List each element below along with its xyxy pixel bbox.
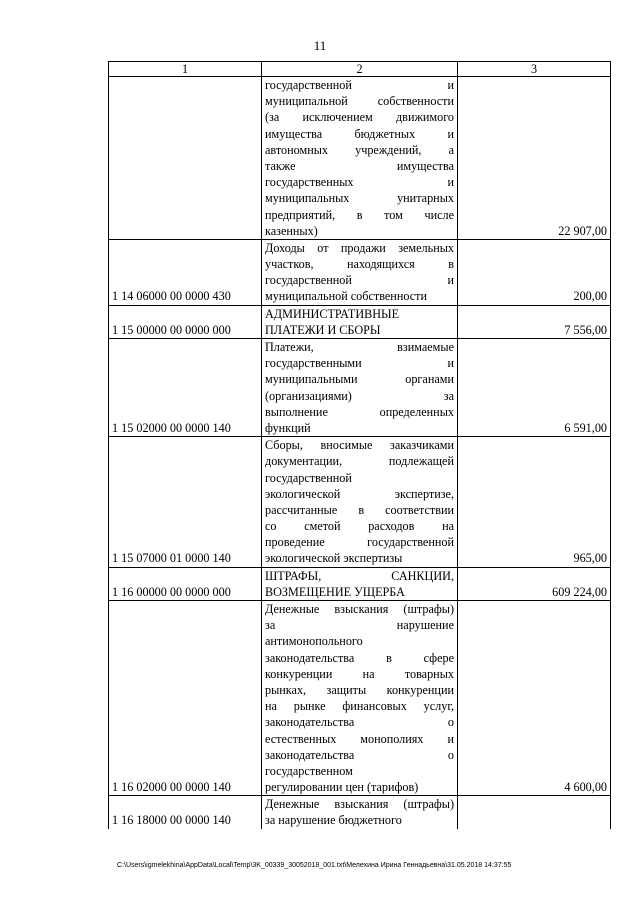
revenue-name-line: также имущества: [265, 158, 454, 173]
revenue-name-line: Платежи, взимаемые: [265, 340, 454, 354]
budget-code: 1 16 00000 00 0000 000: [109, 567, 262, 600]
revenue-name-line: муниципальными органами: [265, 372, 454, 387]
revenue-name: [262, 796, 458, 829]
revenue-name-line: естественных монополиях и: [265, 731, 454, 746]
revenue-name-line: рынках, защиты конкуренции: [265, 682, 454, 697]
revenue-name-line: со сметой расходов на: [265, 519, 454, 534]
revenue-name-line: муниципальной собственности: [265, 289, 427, 304]
revenue-name-line: АДМИНИСТРАТИВНЫЕ: [265, 306, 400, 321]
budget-table: [108, 61, 611, 829]
revenue-name-line: Сборы, вносимые заказчиками: [265, 438, 454, 453]
revenue-name-line: государственной и: [265, 78, 454, 92]
revenue-name-line: за нарушение бюджетного: [265, 813, 402, 828]
revenue-name-line: ПЛАТЕЖИ И СБОРЫ: [265, 322, 381, 337]
table-row: [109, 339, 611, 437]
revenue-name-line: законодательства о: [265, 715, 454, 730]
revenue-name-line: муниципальных унитарных: [265, 191, 454, 206]
revenue-name: [262, 339, 458, 437]
revenue-name-line: (за исключением движимого: [265, 110, 454, 125]
table-header-row: [109, 62, 611, 77]
revenue-name-line: экологической экспертизы: [265, 551, 403, 566]
revenue-name-line: ШТРАФЫ, САНКЦИИ,: [265, 568, 454, 583]
table-row: [109, 77, 611, 240]
file-path-footer: C:\Users\igmelekhina\AppData\Local\Temp\3K_00339_30052018_001.txt\Мелехина Ирина Геннадьевна\31.05.2018 14:37:55: [117, 862, 512, 869]
table-row: [109, 305, 611, 338]
amount-value: 609 224,00: [458, 567, 611, 600]
table-row: [109, 567, 611, 600]
revenue-name-line: автономных учреждений, а: [265, 142, 454, 157]
revenue-name-line: государственных и: [265, 175, 454, 190]
revenue-name: [262, 305, 458, 338]
revenue-name-line: имущества бюджетных и: [265, 126, 454, 141]
revenue-name: [262, 239, 458, 305]
budget-code: 1 14 06000 00 0000 430: [109, 239, 262, 305]
revenue-name: [262, 77, 458, 240]
revenue-name-line: муниципальной собственности: [265, 94, 454, 109]
column-header-1: 1: [109, 62, 262, 77]
budget-code: 1 15 00000 00 0000 000: [109, 305, 262, 338]
revenue-name-line: проведение государственной: [265, 535, 454, 550]
revenue-name-line: государственной и: [265, 273, 454, 288]
budget-code: 1 15 07000 01 0000 140: [109, 437, 262, 568]
table-row: [109, 239, 611, 305]
amount-value: 22 907,00: [458, 77, 611, 240]
revenue-name: [262, 601, 458, 796]
revenue-name-line: экологической экспертизе,: [265, 486, 454, 501]
revenue-name-line: за нарушение: [265, 618, 454, 633]
revenue-name-line: регулировании цен (тарифов): [265, 780, 419, 795]
revenue-name-line: антимонопольного: [265, 634, 363, 649]
revenue-name-line: государственном: [265, 763, 353, 778]
table-row: [109, 796, 611, 829]
table-row: [109, 601, 611, 796]
revenue-name-line: выполнение определенных: [265, 404, 454, 419]
revenue-name-line: законодательства в сфере: [265, 650, 454, 665]
revenue-name-line: рассчитанные в соответствии: [265, 502, 454, 517]
revenue-name-line: государственными и: [265, 356, 454, 371]
revenue-name: [262, 437, 458, 568]
budget-code: 1 15 02000 00 0000 140: [109, 339, 262, 437]
amount-value: 965,00: [458, 437, 611, 568]
revenue-name-line: Доходы от продажи земельных: [265, 240, 454, 255]
revenue-name-line: ВОЗМЕЩЕНИЕ УЩЕРБА: [265, 584, 405, 599]
column-header-3: 3: [458, 62, 611, 77]
revenue-name-line: участков, находящихся в: [265, 257, 454, 272]
revenue-name-line: законодательства о: [265, 747, 454, 762]
revenue-name-line: документации, подлежащей: [265, 454, 454, 469]
revenue-name-line: казенных): [265, 223, 318, 238]
page-number: 11: [313, 38, 327, 53]
revenue-name-line: Денежные взыскания (штрафы): [265, 797, 454, 812]
amount-value: 4 600,00: [458, 601, 611, 796]
revenue-name-line: государственной: [265, 470, 352, 485]
amount-value: 7 556,00: [458, 305, 611, 338]
budget-code: 1 16 02000 00 0000 140: [109, 601, 262, 796]
table-body: [109, 77, 611, 829]
column-header-2: 2: [262, 62, 458, 77]
revenue-name-line: функций: [265, 420, 311, 435]
revenue-name-line: на рынке финансовых услуг,: [265, 699, 454, 714]
revenue-name: [262, 567, 458, 600]
table-row: [109, 437, 611, 568]
budget-code: [109, 77, 262, 240]
amount-value: 200,00: [458, 239, 611, 305]
amount-value: 6 591,00: [458, 339, 611, 437]
budget-code: 1 16 18000 00 0000 140: [109, 796, 262, 829]
revenue-name-line: Денежные взыскания (штрафы): [265, 602, 454, 616]
revenue-name-line: конкуренции на товарных: [265, 666, 454, 681]
revenue-name-line: предприятий, в том числе: [265, 207, 454, 222]
amount-value: [458, 796, 611, 829]
revenue-name-line: (организациями) за: [265, 388, 454, 403]
